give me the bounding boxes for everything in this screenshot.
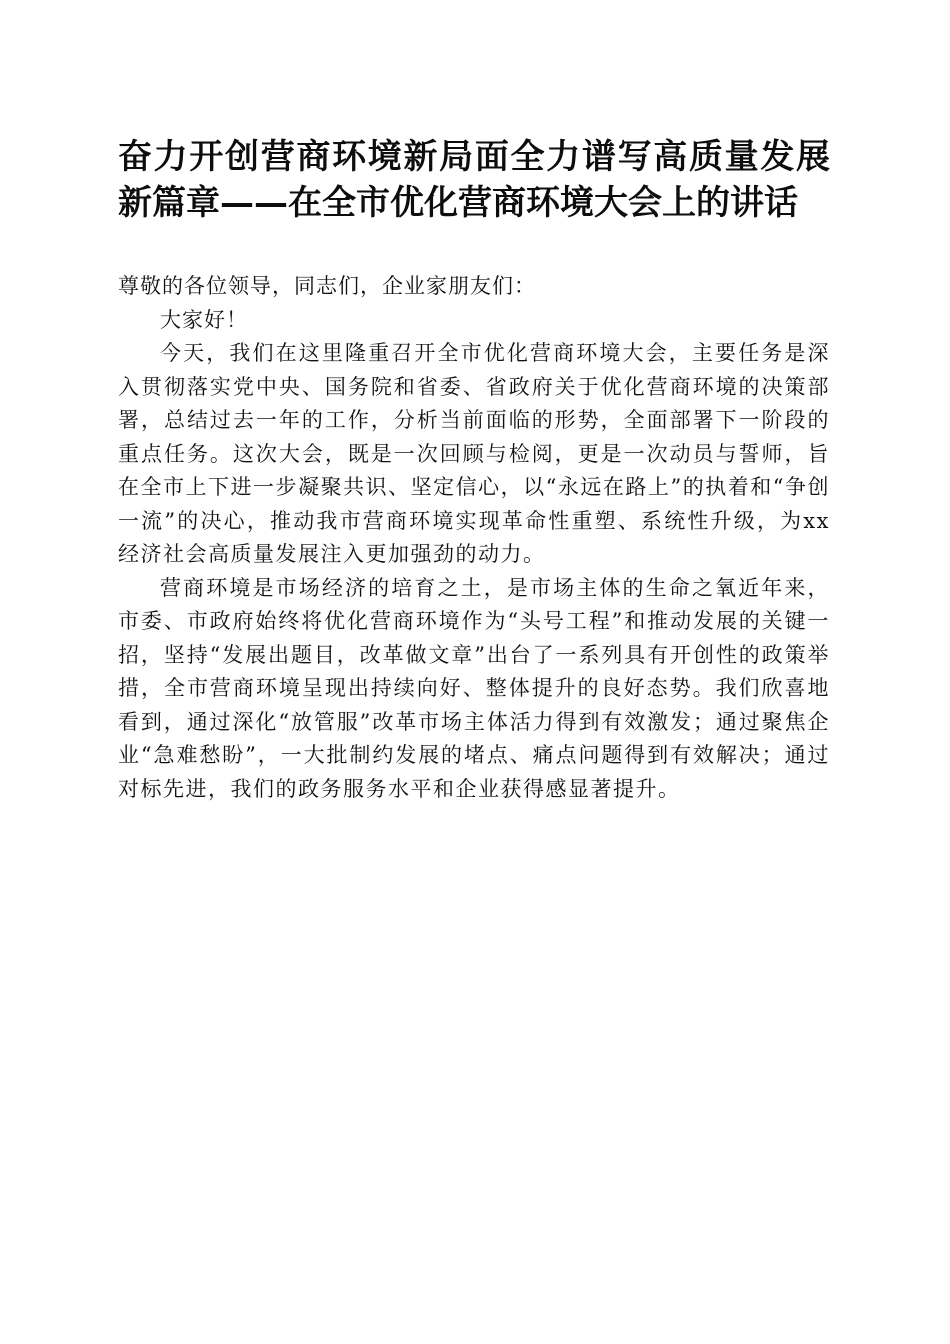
- document-body: [118, 270, 830, 806]
- document-title: 奋力开创营商环境新局面全力谱写高质量发展新篇章——在全市优化营商环境大会上的讲话: [118, 137, 830, 223]
- paragraph-opening: 今天，我们在这里隆重召开全市优化营商环境大会，主要任务是深入贯彻落实党中央、国务院和省委、省政府关于优化营商环境的决策部署，总结过去一年的工作，分析当前面临的形势，全面部署下一阶段的重点任务。这次大会，既是一次回顾与检阅，更是一次动员与誓师，旨在全市上下进一步凝聚共识、坚定信心，以“永远在路上”的执着和“争创一流”的决心，推动我市营商环境实现革命性重塑、系统性升级，为xx经济社会高质量发展注入更加强劲的动力。: [118, 341, 830, 566]
- salutation: 尊敬的各位领导，同志们，企业家朋友们：: [118, 274, 536, 298]
- greeting: 大家好！: [160, 307, 248, 332]
- paragraph-business-environment: 营商环境是市场经济的培育之土，是市场主体的生命之氧近年来，市委、市政府始终将优化营商环境作为“头号工程”和推动发展的关键一招，坚持“发展出题目，改革做文章”出台了一系列具有开创性的政策举措，全市营商环境呈现出持续向好、整体提升的良好态势。我们欣喜地看到，通过深化“放管服”改革市场主体活力得到有效激发；通过聚焦企业“急难愁盼”，一大批制约发展的堵点、痛点问题得到有效解决；通过对标先进，我们的政务服务水平和企业获得感显著提升。: [118, 575, 830, 801]
- document-page: [118, 134, 830, 806]
